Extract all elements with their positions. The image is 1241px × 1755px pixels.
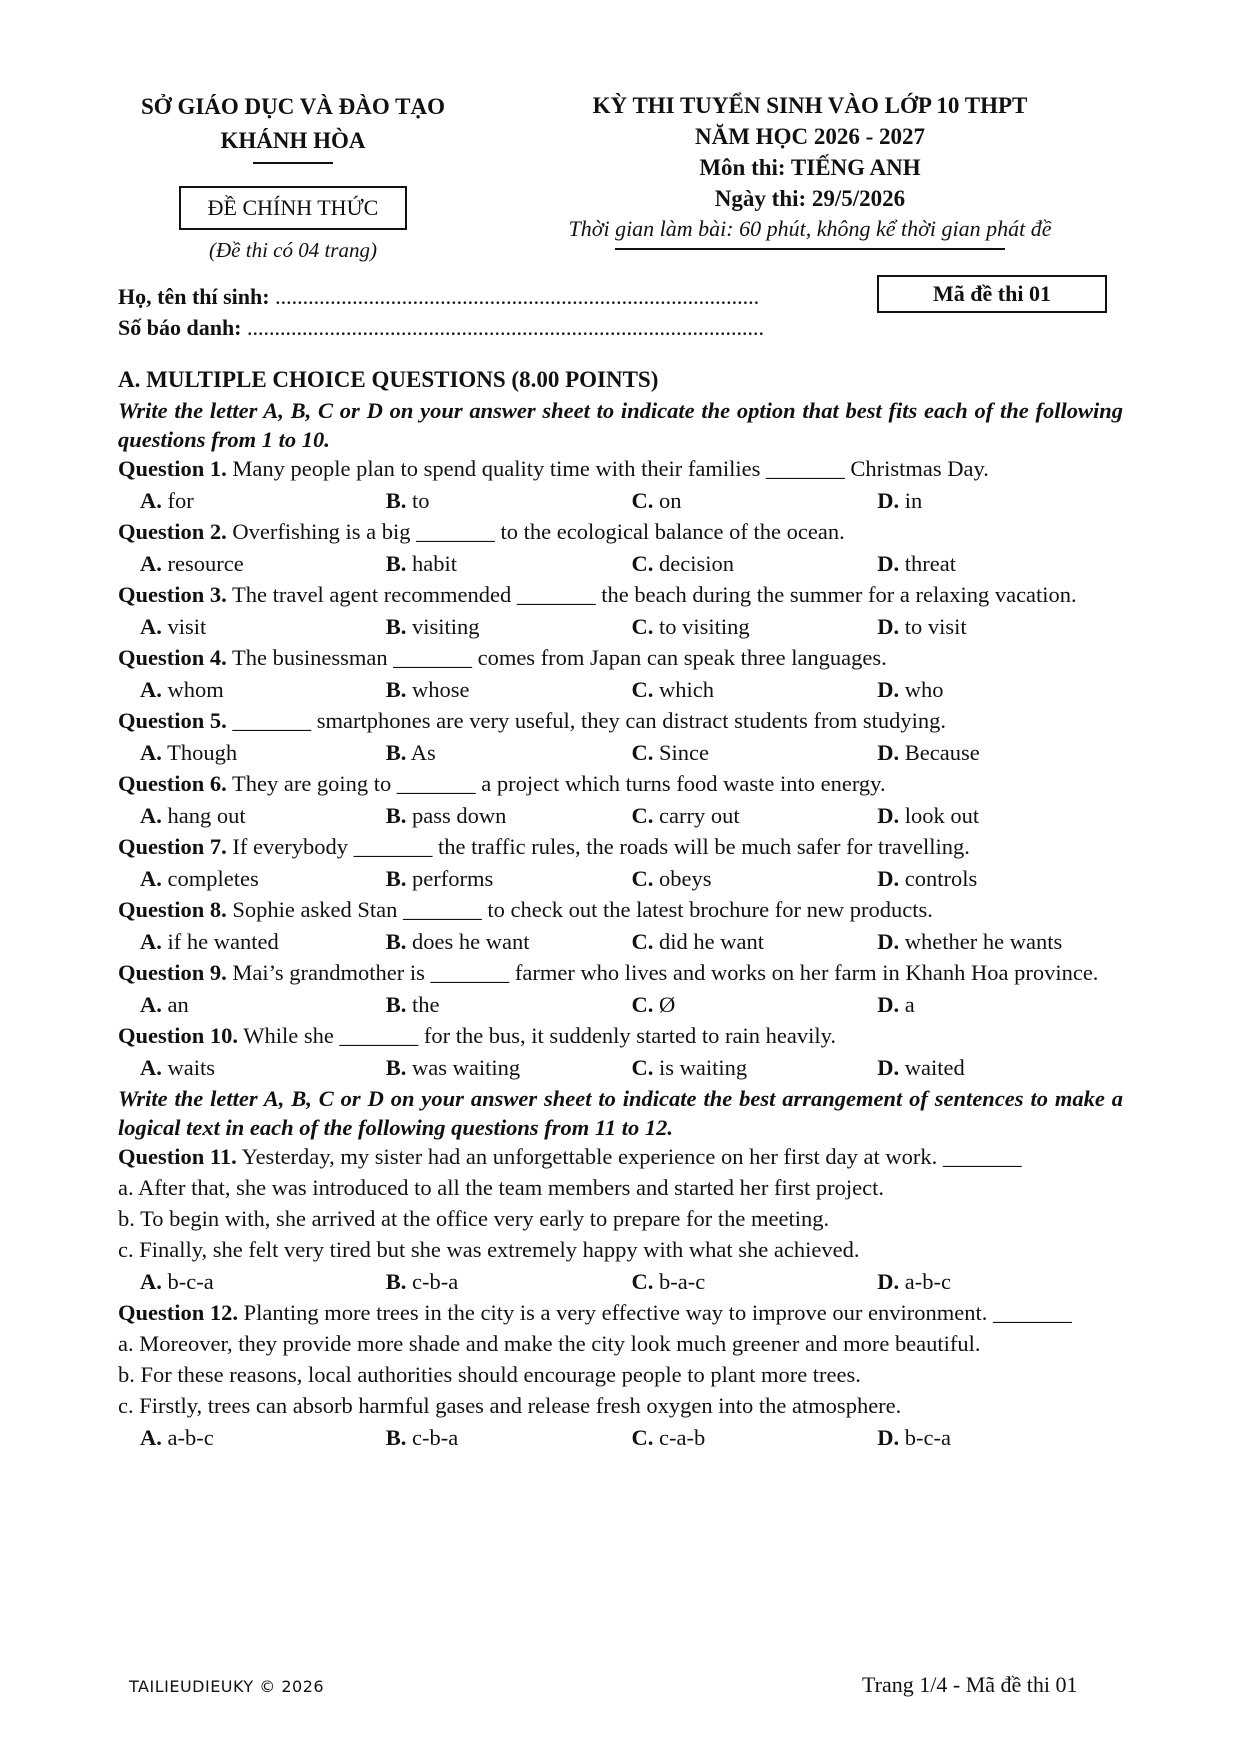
answer-options: [118, 1421, 1123, 1454]
questions-section: [118, 364, 1123, 1454]
answer-option[interactable]: [877, 610, 1123, 643]
question-6: [118, 769, 1123, 832]
question-text: Yesterday, my sister had an unforgettable experience on her first day at work. _______: [241, 1144, 1022, 1169]
answer-option[interactable]: [877, 736, 1123, 769]
time-note: Thời gian làm bài: 60 phút, không kể thời gian phát đề: [568, 216, 1052, 241]
option-letter: D.: [877, 866, 900, 891]
department-line-1: SỞ GIÁO DỤC VÀ ĐÀO TẠO: [141, 94, 445, 119]
question-stem: [118, 454, 1123, 484]
option-text: whether he wants: [904, 929, 1063, 954]
answer-options: [118, 1051, 1123, 1084]
option-letter: A.: [140, 677, 162, 702]
question-10: [118, 1021, 1123, 1084]
option-text: in: [904, 488, 923, 513]
option-letter: A.: [140, 866, 162, 891]
option-letter: A.: [140, 614, 162, 639]
option-letter: A.: [140, 803, 162, 828]
exam-title: KỲ THI TUYỂN SINH VÀO LỚP 10 THPT: [592, 93, 1028, 118]
option-letter: D.: [877, 614, 900, 639]
option-letter: B.: [385, 1055, 407, 1080]
section-title: A. MULTIPLE CHOICE QUESTIONS (8.00 POINTS): [118, 367, 659, 392]
option-text: whom: [167, 677, 224, 702]
answer-option[interactable]: [877, 1051, 1123, 1084]
answer-option[interactable]: [632, 1051, 878, 1084]
option-letter: C.: [631, 929, 654, 954]
question-text: Many people plan to spend quality time with their families _______ Christmas Day.: [232, 456, 989, 481]
option-text: b-c-a: [904, 1425, 951, 1450]
option-text: controls: [904, 866, 978, 891]
option-letter: D.: [877, 551, 900, 576]
option-letter: A.: [140, 1055, 162, 1080]
option-text: carry out: [659, 803, 740, 828]
question-stem: [118, 1021, 1123, 1051]
option-text: visiting: [412, 614, 480, 639]
option-text: threat: [904, 551, 956, 576]
option-text: waits: [167, 1055, 215, 1080]
question-group-1: [118, 454, 1123, 1084]
school-year: NĂM HỌC 2026 - 2027: [695, 124, 925, 149]
answer-options: [118, 988, 1123, 1021]
answer-option[interactable]: [386, 1265, 632, 1298]
option-text: visit: [167, 614, 207, 639]
option-letter: A.: [140, 551, 162, 576]
answer-option[interactable]: [632, 925, 878, 958]
option-letter: C.: [631, 866, 654, 891]
department-header: [118, 90, 468, 164]
option-text: a-b-c: [167, 1425, 214, 1450]
option-text: to visit: [904, 614, 967, 639]
department-line-2: KHÁNH HÒA: [220, 128, 366, 153]
answer-options: [118, 673, 1123, 706]
option-letter: B.: [385, 740, 407, 765]
option-text: waited: [904, 1055, 965, 1080]
option-text: performs: [412, 866, 494, 891]
answer-options: [118, 610, 1123, 643]
footer-brand: TAILIEUDIEUKY © 2026: [129, 1677, 325, 1696]
answer-options: [118, 484, 1123, 517]
option-text: pass down: [412, 803, 507, 828]
question-text: The businessman _______ comes from Japan can speak three languages.: [231, 645, 887, 670]
question-3: [118, 580, 1123, 643]
question-stem: [118, 580, 1123, 610]
question-8: [118, 895, 1123, 958]
candidate-name-row: [118, 281, 764, 312]
option-letter: A.: [140, 488, 162, 513]
option-letter: A.: [140, 929, 162, 954]
option-letter: C.: [631, 803, 654, 828]
option-text: c-b-a: [412, 1269, 459, 1294]
option-text: completes: [167, 866, 259, 891]
option-text: for: [167, 488, 194, 513]
option-letter: C.: [631, 677, 654, 702]
question-stem: [118, 706, 1123, 736]
answer-option[interactable]: [877, 862, 1123, 895]
option-letter: C.: [631, 1055, 654, 1080]
answer-option[interactable]: [632, 484, 878, 517]
answer-option[interactable]: [386, 862, 632, 895]
option-letter: C.: [631, 551, 654, 576]
option-letter: A.: [140, 740, 162, 765]
question-stem: [118, 1298, 1123, 1328]
answer-options: [118, 925, 1123, 958]
option-letter: B.: [385, 1425, 407, 1450]
question-number: Question 10.: [118, 1023, 239, 1048]
option-letter: C.: [631, 740, 654, 765]
option-text: b-c-a: [167, 1269, 214, 1294]
question-stem: [118, 517, 1123, 547]
answer-option[interactable]: [632, 862, 878, 895]
instruction-2: Write the letter A, B, C or D on your answer sheet to indicate the best arrangement of sentences to make a logical text in each of the following questions from 11 to 12.: [118, 1086, 1123, 1140]
answer-option[interactable]: [877, 925, 1123, 958]
answer-options: [118, 736, 1123, 769]
option-text: obeys: [659, 866, 712, 891]
option-letter: D.: [877, 992, 900, 1017]
option-letter: D.: [877, 1425, 900, 1450]
option-letter: C.: [631, 614, 654, 639]
question-11: [118, 1142, 1123, 1298]
candidate-id-row: [118, 312, 764, 343]
answer-options: [118, 862, 1123, 895]
option-letter: D.: [877, 677, 900, 702]
answer-option[interactable]: [140, 799, 386, 832]
option-text: if he wanted: [167, 929, 279, 954]
option-text: on: [659, 488, 682, 513]
option-text: whose: [412, 677, 470, 702]
option-letter: B.: [385, 992, 407, 1017]
option-text: who: [904, 677, 944, 702]
exam-header: [505, 90, 1115, 250]
question-text: Planting more trees in the city is a very effective way to improve our environment. _______: [243, 1300, 1072, 1325]
candidate-name-label: Họ, tên thí sinh:: [118, 284, 270, 309]
question-text: Sophie asked Stan _______ to check out the latest brochure for new products.: [232, 897, 933, 922]
question-group-2: [118, 1142, 1123, 1454]
question-4: [118, 643, 1123, 706]
option-letter: D.: [877, 740, 900, 765]
question-stem: [118, 769, 1123, 799]
subject: Môn thi: TIẾNG ANH: [699, 155, 921, 180]
option-text: did he want: [659, 929, 764, 954]
question-number: Question 6.: [118, 771, 227, 796]
question-text: Mai’s grandmother is _______ farmer who lives and works on her farm in Khanh Hoa province.: [232, 960, 1099, 985]
option-letter: D.: [877, 929, 900, 954]
option-text: resource: [167, 551, 244, 576]
option-text: hang out: [167, 803, 246, 828]
option-text: As: [410, 740, 436, 765]
question-7: [118, 832, 1123, 895]
question-stem: [118, 895, 1123, 925]
option-letter: D.: [877, 488, 900, 513]
option-letter: D.: [877, 803, 900, 828]
answer-option[interactable]: [386, 925, 632, 958]
arrangement-sentence: c. Firstly, trees can absorb harmful gases and release fresh oxygen into the atmosphere.: [118, 1393, 902, 1418]
option-text: look out: [904, 803, 980, 828]
option-text: to visiting: [659, 614, 750, 639]
answer-option[interactable]: [632, 736, 878, 769]
question-number: Question 11.: [118, 1144, 237, 1169]
option-text: an: [167, 992, 189, 1017]
option-text: habit: [412, 551, 458, 576]
exam-header-divider: [615, 248, 1005, 250]
option-letter: B.: [385, 677, 407, 702]
option-letter: A.: [140, 1425, 162, 1450]
answer-option[interactable]: [632, 1265, 878, 1298]
answer-option[interactable]: [140, 1421, 386, 1454]
question-text: While she _______ for the bus, it suddenly started to rain heavily.: [243, 1023, 837, 1048]
question-text: The travel agent recommended _______ the beach during the summer for a relaxing vacation.: [231, 582, 1077, 607]
question-text: They are going to _______ a project which turns food waste into energy.: [231, 771, 886, 796]
question-number: Question 7.: [118, 834, 227, 859]
exam-code: Mã đề thi 01: [877, 275, 1107, 313]
option-letter: A.: [140, 992, 162, 1017]
option-text: to: [412, 488, 430, 513]
option-text: c-b-a: [412, 1425, 459, 1450]
question-1: [118, 454, 1123, 517]
question-2: [118, 517, 1123, 580]
answer-option[interactable]: [140, 673, 386, 706]
answer-option[interactable]: [386, 484, 632, 517]
question-number: Question 9.: [118, 960, 227, 985]
option-letter: C.: [631, 1425, 654, 1450]
question-5: [118, 706, 1123, 769]
arrangement-sentence: a. After that, she was introduced to all the team members and started her first project.: [118, 1175, 884, 1200]
option-letter: B.: [385, 803, 407, 828]
answer-option[interactable]: [140, 736, 386, 769]
header-divider: [253, 162, 333, 164]
option-text: was waiting: [412, 1055, 521, 1080]
option-letter: B.: [385, 488, 407, 513]
option-text: Though: [167, 740, 238, 765]
question-stem: [118, 643, 1123, 673]
pages-note: (Đề thi có 04 trang): [209, 238, 377, 262]
question-text: If everybody _______ the traffic rules, the roads will be much safer for travelling.: [232, 834, 970, 859]
option-text: decision: [659, 551, 734, 576]
answer-option[interactable]: [140, 862, 386, 895]
answer-option[interactable]: [386, 673, 632, 706]
option-letter: C.: [631, 992, 654, 1017]
option-text: is waiting: [659, 1055, 748, 1080]
option-letter: B.: [385, 551, 407, 576]
question-number: Question 12.: [118, 1300, 239, 1325]
question-number: Question 2.: [118, 519, 227, 544]
exam-date: Ngày thi: 29/5/2026: [714, 186, 906, 211]
question-stem: [118, 958, 1123, 988]
official-exam-label: ĐỀ CHÍNH THỨC: [179, 186, 407, 230]
answer-option[interactable]: [632, 610, 878, 643]
answer-option[interactable]: [386, 1421, 632, 1454]
answer-option[interactable]: [877, 547, 1123, 580]
answer-options: [118, 799, 1123, 832]
option-text: c-a-b: [659, 1425, 706, 1450]
option-text: a-b-c: [904, 1269, 951, 1294]
answer-option[interactable]: [877, 799, 1123, 832]
candidate-name-field[interactable]: ........................................................................................: [275, 284, 760, 309]
option-letter: B.: [385, 614, 407, 639]
option-letter: C.: [631, 1269, 654, 1294]
candidate-id-field[interactable]: ..............................................................................................: [247, 315, 765, 340]
option-letter: B.: [385, 929, 407, 954]
candidate-id-label: Số báo danh:: [118, 315, 242, 340]
question-stem: [118, 832, 1123, 862]
answer-option[interactable]: [140, 484, 386, 517]
question-12: [118, 1298, 1123, 1454]
option-letter: B.: [385, 1269, 407, 1294]
answer-option[interactable]: [140, 547, 386, 580]
arrangement-sentence: b. For these reasons, local authorities should encourage people to plant more trees.: [118, 1362, 861, 1387]
arrangement-sentence: b. To begin with, she arrived at the office very early to prepare for the meeting.: [118, 1206, 830, 1231]
answer-option[interactable]: [632, 988, 878, 1021]
option-text: a: [904, 992, 915, 1017]
answer-option[interactable]: [877, 673, 1123, 706]
answer-option[interactable]: [140, 1265, 386, 1298]
answer-options: [118, 547, 1123, 580]
option-letter: A.: [140, 1269, 162, 1294]
arrangement-sentence: a. Moreover, they provide more shade and make the city look much greener and more beautiful.: [118, 1331, 981, 1356]
question-text: _______ smartphones are very useful, they can distract students from studying.: [232, 708, 946, 733]
option-text: b-a-c: [659, 1269, 706, 1294]
question-number: Question 1.: [118, 456, 227, 481]
answer-option[interactable]: [386, 736, 632, 769]
footer-page-info: Trang 1/4 - Mã đề thi 01: [862, 1672, 1078, 1697]
question-number: Question 8.: [118, 897, 227, 922]
answer-option[interactable]: [632, 1421, 878, 1454]
answer-option[interactable]: [877, 1421, 1123, 1454]
question-9: [118, 958, 1123, 1021]
question-number: Question 5.: [118, 708, 227, 733]
candidate-info: [118, 281, 764, 343]
option-letter: B.: [385, 866, 407, 891]
option-text: Since: [659, 740, 709, 765]
answer-option[interactable]: [877, 484, 1123, 517]
arrangement-sentence: c. Finally, she felt very tired but she was extremely happy with what she achieved.: [118, 1237, 860, 1262]
option-text: the: [412, 992, 440, 1017]
option-text: Because: [904, 740, 980, 765]
answer-option[interactable]: [140, 988, 386, 1021]
instruction-1: Write the letter A, B, C or D on your answer sheet to indicate the option that best fits each of the following questions from 1 to 10.: [118, 398, 1123, 452]
question-number: Question 3.: [118, 582, 227, 607]
answer-option[interactable]: [877, 988, 1123, 1021]
option-letter: D.: [877, 1055, 900, 1080]
answer-option[interactable]: [140, 925, 386, 958]
option-text: does he want: [412, 929, 530, 954]
answer-option[interactable]: [140, 1051, 386, 1084]
question-stem: [118, 1142, 1123, 1172]
answer-option[interactable]: [386, 547, 632, 580]
answer-option[interactable]: [140, 610, 386, 643]
answer-option[interactable]: [386, 799, 632, 832]
answer-options: [118, 1265, 1123, 1298]
option-text: which: [659, 677, 714, 702]
option-text: Ø: [659, 992, 676, 1017]
answer-option[interactable]: [386, 988, 632, 1021]
answer-option[interactable]: [632, 547, 878, 580]
option-letter: D.: [877, 1269, 900, 1294]
answer-option[interactable]: [632, 799, 878, 832]
answer-option[interactable]: [386, 610, 632, 643]
answer-option[interactable]: [386, 1051, 632, 1084]
answer-option[interactable]: [877, 1265, 1123, 1298]
answer-option[interactable]: [632, 673, 878, 706]
option-letter: C.: [631, 488, 654, 513]
question-text: Overfishing is a big _______ to the ecological balance of the ocean.: [232, 519, 845, 544]
question-number: Question 4.: [118, 645, 227, 670]
